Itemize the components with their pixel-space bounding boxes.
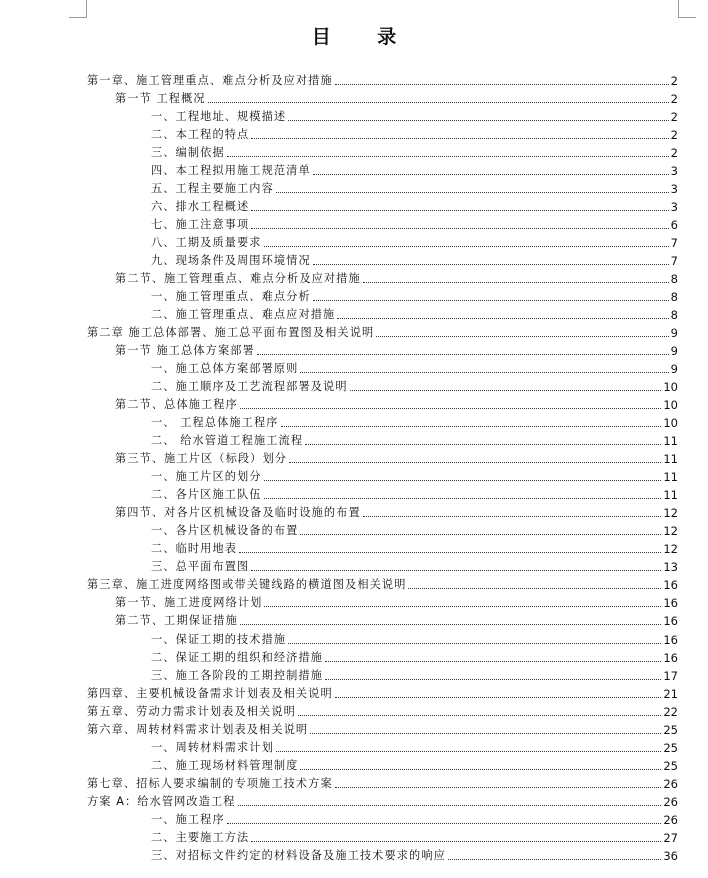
toc-dot-leader	[276, 751, 661, 752]
toc-entry[interactable]	[87, 88, 678, 106]
toc-entry-title: 第一节 施工总体方案部署	[115, 344, 255, 358]
toc-entry-page-number: 16	[663, 578, 678, 593]
toc-entry-title: 一、施工程序	[151, 812, 225, 826]
toc-entry-page-number: 7	[670, 254, 678, 269]
toc-entry-page-number: 11	[663, 470, 678, 485]
toc-entry-page-number: 11	[663, 434, 678, 449]
toc-entry-title: 二、施工现场材料管理制度	[151, 758, 299, 772]
toc-dot-leader	[300, 534, 661, 535]
toc-entry[interactable]	[87, 773, 678, 791]
toc-entry-page-number: 3	[670, 200, 678, 215]
toc-dot-leader	[337, 318, 668, 319]
toc-entry-page-number: 26	[663, 794, 678, 809]
toc-entry-title: 第四章、主要机械设备需求计划表及相关说明	[87, 686, 333, 700]
toc-entry-page-number: 8	[670, 272, 678, 287]
toc-entry[interactable]	[87, 755, 678, 773]
toc-dot-leader	[350, 390, 662, 391]
toc-entry[interactable]	[87, 484, 678, 502]
toc-entry-title: 一、施工管理重点、难点分析	[151, 290, 311, 304]
toc-entry-title: 第六章、周转材料需求计划表及相关说明	[87, 722, 309, 736]
toc-entry-title: 一、施工总体方案部署原则	[151, 362, 299, 376]
toc-entry-page-number: 2	[670, 128, 678, 143]
toc-entry[interactable]	[87, 70, 678, 88]
toc-entry[interactable]	[87, 592, 678, 610]
toc-dot-leader	[325, 661, 661, 662]
toc-entry-title: 一、周转材料需求计划	[151, 740, 274, 754]
page-corner-mark-left	[69, 0, 87, 18]
toc-entry[interactable]	[87, 845, 678, 863]
toc-entry[interactable]	[87, 737, 678, 755]
toc-entry[interactable]	[87, 610, 678, 628]
toc-entry-title: 二、 给水管道工程施工流程	[151, 434, 304, 448]
toc-dot-leader	[335, 84, 669, 85]
toc-dot-leader	[288, 120, 669, 121]
toc-dot-leader	[363, 516, 662, 517]
toc-entry-page-number: 6	[670, 218, 678, 233]
toc-entry-title: 二、保证工期的组织和经济措施	[151, 650, 324, 664]
toc-entry-page-number: 3	[670, 182, 678, 197]
toc-entry[interactable]	[87, 286, 678, 304]
toc-entry[interactable]	[87, 701, 678, 719]
toc-entry-title: 三、对招标文件约定的材料设备及施工技术要求的响应	[151, 848, 446, 862]
toc-entry[interactable]	[87, 502, 678, 520]
toc-dot-leader	[313, 264, 669, 265]
toc-dot-leader	[227, 156, 669, 157]
toc-entry-page-number: 11	[663, 452, 678, 467]
toc-entry-page-number: 16	[663, 614, 678, 629]
toc-dot-leader	[376, 336, 668, 337]
toc-entry[interactable]	[87, 628, 678, 646]
toc-entry-title: 一、 工程总体施工程序	[151, 416, 279, 430]
toc-entry[interactable]	[87, 358, 678, 376]
toc-entry-page-number: 25	[663, 722, 678, 737]
toc-dot-leader	[251, 841, 661, 842]
toc-entry-title: 第二节、总体施工程序	[115, 398, 238, 412]
toc-entry-page-number: 10	[663, 380, 678, 395]
toc-dot-leader	[238, 805, 662, 806]
toc-entry-page-number: 17	[663, 668, 678, 683]
toc-dot-leader	[305, 444, 661, 445]
toc-dot-leader	[300, 769, 661, 770]
toc-entry-page-number: 27	[663, 830, 678, 845]
toc-entry-title: 七、施工注意事项	[151, 218, 250, 232]
toc-dot-leader	[264, 246, 669, 247]
toc-entry-page-number: 10	[663, 416, 678, 431]
toc-entry-page-number: 25	[663, 740, 678, 755]
toc-entry[interactable]	[87, 809, 678, 827]
toc-entry-title: 二、各片区施工队伍	[151, 488, 262, 502]
toc-entry[interactable]	[87, 196, 678, 214]
toc-entry-page-number: 10	[663, 398, 678, 413]
toc-dot-leader	[281, 426, 662, 427]
toc-entry-page-number: 25	[663, 758, 678, 773]
toc-dot-leader	[264, 498, 662, 499]
toc-entry-title: 三、施工各阶段的工期控制措施	[151, 668, 324, 682]
toc-entry[interactable]	[87, 178, 678, 196]
toc-entry-page-number: 22	[663, 704, 678, 719]
toc-entry-title: 第四节、对各片区机械设备及临时设施的布置	[115, 506, 361, 520]
page-corner-mark-right	[678, 0, 696, 18]
toc-entry-title: 二、临时用地表	[151, 542, 238, 556]
toc-entry-page-number: 8	[670, 290, 678, 305]
toc-entry-title: 第七章、招标人要求编制的专项施工技术方案	[87, 776, 333, 790]
toc-entry[interactable]	[87, 520, 678, 538]
toc-dot-leader	[300, 372, 668, 373]
toc-dot-leader	[251, 228, 668, 229]
toc-entry-title: 五、工程主要施工内容	[151, 182, 274, 196]
toc-entry-page-number: 8	[670, 308, 678, 323]
toc-dot-leader	[310, 733, 661, 734]
toc-entry-title: 二、施工顺序及工艺流程部署及说明	[151, 380, 348, 394]
toc-entry-page-number: 9	[670, 344, 678, 359]
toc-entry-page-number: 2	[670, 110, 678, 125]
toc-entry-page-number: 12	[663, 524, 678, 539]
toc-entry[interactable]	[87, 647, 678, 665]
toc-dot-leader	[448, 859, 661, 860]
toc-entry-page-number: 12	[663, 506, 678, 521]
toc-dot-leader	[239, 552, 661, 553]
toc-entry[interactable]	[87, 124, 678, 142]
toc-entry[interactable]	[87, 322, 678, 340]
table-of-contents	[87, 70, 678, 863]
toc-dot-leader	[257, 354, 669, 355]
toc-dot-leader	[276, 192, 669, 193]
toc-entry-title: 一、施工片区的划分	[151, 470, 262, 484]
toc-entry-title: 四、本工程拟用施工规范清单	[151, 164, 311, 178]
toc-entry[interactable]	[87, 214, 678, 232]
toc-dot-leader	[240, 408, 661, 409]
toc-dot-leader	[313, 174, 669, 175]
toc-entry[interactable]	[87, 538, 678, 556]
toc-dot-leader	[313, 300, 669, 301]
toc-entry[interactable]	[87, 412, 678, 430]
toc-entry-page-number: 12	[663, 542, 678, 557]
toc-dot-leader	[335, 787, 662, 788]
toc-entry-page-number: 26	[663, 812, 678, 827]
toc-entry-title: 二、本工程的特点	[151, 128, 250, 142]
page-title: 目 录	[311, 26, 417, 48]
toc-dot-leader	[251, 210, 668, 211]
toc-dot-leader	[240, 624, 661, 625]
toc-dot-leader	[298, 715, 661, 716]
toc-entry-page-number: 16	[663, 596, 678, 611]
toc-entry[interactable]	[87, 827, 678, 845]
toc-entry[interactable]	[87, 665, 678, 683]
toc-entry-page-number: 2	[670, 92, 678, 107]
toc-entry-title: 一、各片区机械设备的布置	[151, 524, 299, 538]
toc-entry-title: 一、保证工期的技术措施	[151, 632, 287, 646]
toc-entry-page-number: 3	[670, 164, 678, 179]
toc-entry-title: 一、工程地址、规模描述	[151, 110, 287, 124]
toc-dot-leader	[325, 679, 661, 680]
toc-entry[interactable]	[87, 791, 678, 809]
toc-dot-leader	[208, 102, 669, 103]
toc-entry-title: 第一节 工程概况	[115, 92, 206, 106]
toc-entry-page-number: 11	[663, 488, 678, 503]
toc-entry-title: 三、编制依据	[151, 146, 225, 160]
toc-entry[interactable]	[87, 574, 678, 592]
toc-entry[interactable]	[87, 683, 678, 701]
toc-entry[interactable]	[87, 719, 678, 737]
toc-entry-title: 六、排水工程概述	[151, 200, 250, 214]
toc-entry[interactable]	[87, 250, 678, 268]
toc-dot-leader	[264, 606, 661, 607]
toc-dot-leader	[335, 697, 662, 698]
toc-entry-page-number: 21	[663, 686, 678, 701]
toc-entry[interactable]	[87, 556, 678, 574]
toc-entry-title: 第一节、施工进度网络计划	[115, 596, 263, 610]
toc-dot-leader	[363, 282, 669, 283]
toc-entry-title: 八、工期及质量要求	[151, 236, 262, 250]
toc-entry-title: 三、总平面布置图	[151, 560, 250, 574]
toc-entry-page-number: 2	[670, 146, 678, 161]
toc-entry[interactable]	[87, 394, 678, 412]
toc-entry-page-number: 13	[663, 560, 678, 575]
toc-dot-leader	[227, 823, 662, 824]
toc-dot-leader	[251, 570, 661, 571]
toc-dot-leader	[251, 138, 668, 139]
toc-entry-page-number: 7	[670, 236, 678, 251]
toc-entry-title: 第五章、劳动力需求计划表及相关说明	[87, 704, 296, 718]
toc-entry[interactable]	[87, 106, 678, 124]
toc-entry-page-number: 16	[663, 632, 678, 647]
toc-entry[interactable]	[87, 232, 678, 250]
toc-entry-title: 第三节、施工片区（标段）划分	[115, 452, 288, 466]
toc-entry-title: 第一章、施工管理重点、难点分析及应对措施	[87, 74, 333, 88]
toc-entry-page-number: 2	[670, 74, 678, 89]
toc-entry[interactable]	[87, 466, 678, 484]
toc-entry-title: 二、主要施工方法	[151, 830, 250, 844]
toc-entry-title: 第三章、施工进度网络图或带关键线路的横道图及相关说明	[87, 578, 407, 592]
toc-entry[interactable]	[87, 376, 678, 394]
toc-entry[interactable]	[87, 160, 678, 178]
toc-entry[interactable]	[87, 430, 678, 448]
toc-entry-page-number: 9	[670, 326, 678, 341]
toc-entry-title: 第二节、工期保证措施	[115, 614, 238, 628]
toc-entry-title: 第二章 施工总体部署、施工总平面布置图及相关说明	[87, 326, 375, 340]
toc-entry-page-number: 36	[663, 848, 678, 863]
toc-dot-leader	[289, 462, 661, 463]
toc-entry-title: 九、现场条件及周围环境情况	[151, 254, 311, 268]
toc-entry[interactable]	[87, 268, 678, 286]
toc-entry-page-number: 9	[670, 362, 678, 377]
toc-entry-page-number: 16	[663, 650, 678, 665]
toc-dot-leader	[408, 588, 661, 589]
toc-dot-leader	[264, 480, 662, 481]
toc-entry-title: 方案 A：给水管网改造工程	[87, 794, 236, 808]
toc-entry[interactable]	[87, 340, 678, 358]
toc-entry[interactable]	[87, 448, 678, 466]
toc-entry-title: 二、施工管理重点、难点应对措施	[151, 308, 336, 322]
toc-entry-page-number: 26	[663, 776, 678, 791]
toc-entry[interactable]	[87, 142, 678, 160]
toc-entry-title: 第二节、施工管理重点、难点分析及应对措施	[115, 272, 361, 286]
toc-entry[interactable]	[87, 304, 678, 322]
toc-dot-leader	[288, 643, 661, 644]
